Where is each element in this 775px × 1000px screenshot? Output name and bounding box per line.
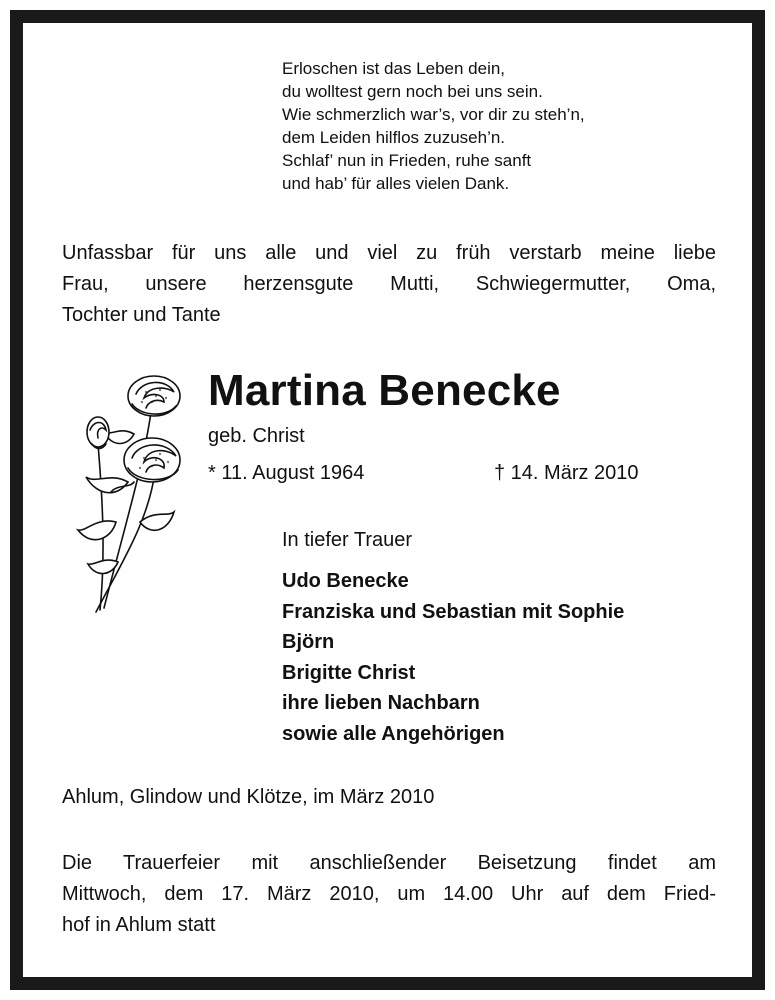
deceased-name: Martina Benecke (208, 366, 561, 415)
funeral-line: hof in Ahlum statt (62, 914, 216, 936)
mourning-label: In tiefer Trauer (282, 529, 413, 551)
mourner: ihre lieben Nachbarn (282, 692, 480, 714)
poem (282, 57, 585, 195)
intro-text (62, 238, 716, 331)
intro-line: Frau, unsere herzensgute Mutti, Schwiegermutter, Oma, (62, 273, 716, 295)
poem-line: und hab’ für alles vielen Dank. (282, 174, 510, 193)
poem-line: Schlaf’ nun in Frieden, ruhe sanft (282, 151, 532, 170)
poem-line: dem Leiden hilflos zuzuseh’n. (282, 128, 506, 147)
mourners-list (282, 566, 624, 749)
poem-line: Wie schmerzlich war’s, vor dir zu steh’n, (282, 105, 585, 124)
mourner: sowie alle Angehörigen (282, 722, 505, 745)
poem-line: du wolltest gern noch bei uns sein. (282, 82, 543, 101)
intro-line: Tochter und Tante (62, 304, 221, 326)
death-date: † 14. März 2010 (494, 462, 639, 484)
intro-line: Unfassbar für uns alle und viel zu früh verstarb meine liebe (62, 242, 716, 264)
mourner: Franziska und Sebastian mit Sophie (282, 600, 625, 623)
funeral-line: Die Trauerfeier mit anschließender Beisetzung findet am (62, 852, 716, 874)
poem-line: Erloschen ist das Leben dein, (282, 59, 506, 78)
mourner: Björn (282, 631, 335, 653)
funeral-notice (62, 848, 716, 941)
mourner: Udo Benecke (282, 570, 409, 592)
birth-date: * 11. August 1964 (208, 462, 365, 484)
rose-icon (56, 372, 186, 617)
funeral-line: Mittwoch, dem 17. März 2010, um 14.00 Uhr auf dem Fried- (62, 883, 716, 905)
maiden-name: geb. Christ (208, 425, 305, 447)
mourner: Brigitte Christ (282, 661, 416, 684)
place-date: Ahlum, Glindow und Klötze, im März 2010 (62, 786, 435, 808)
